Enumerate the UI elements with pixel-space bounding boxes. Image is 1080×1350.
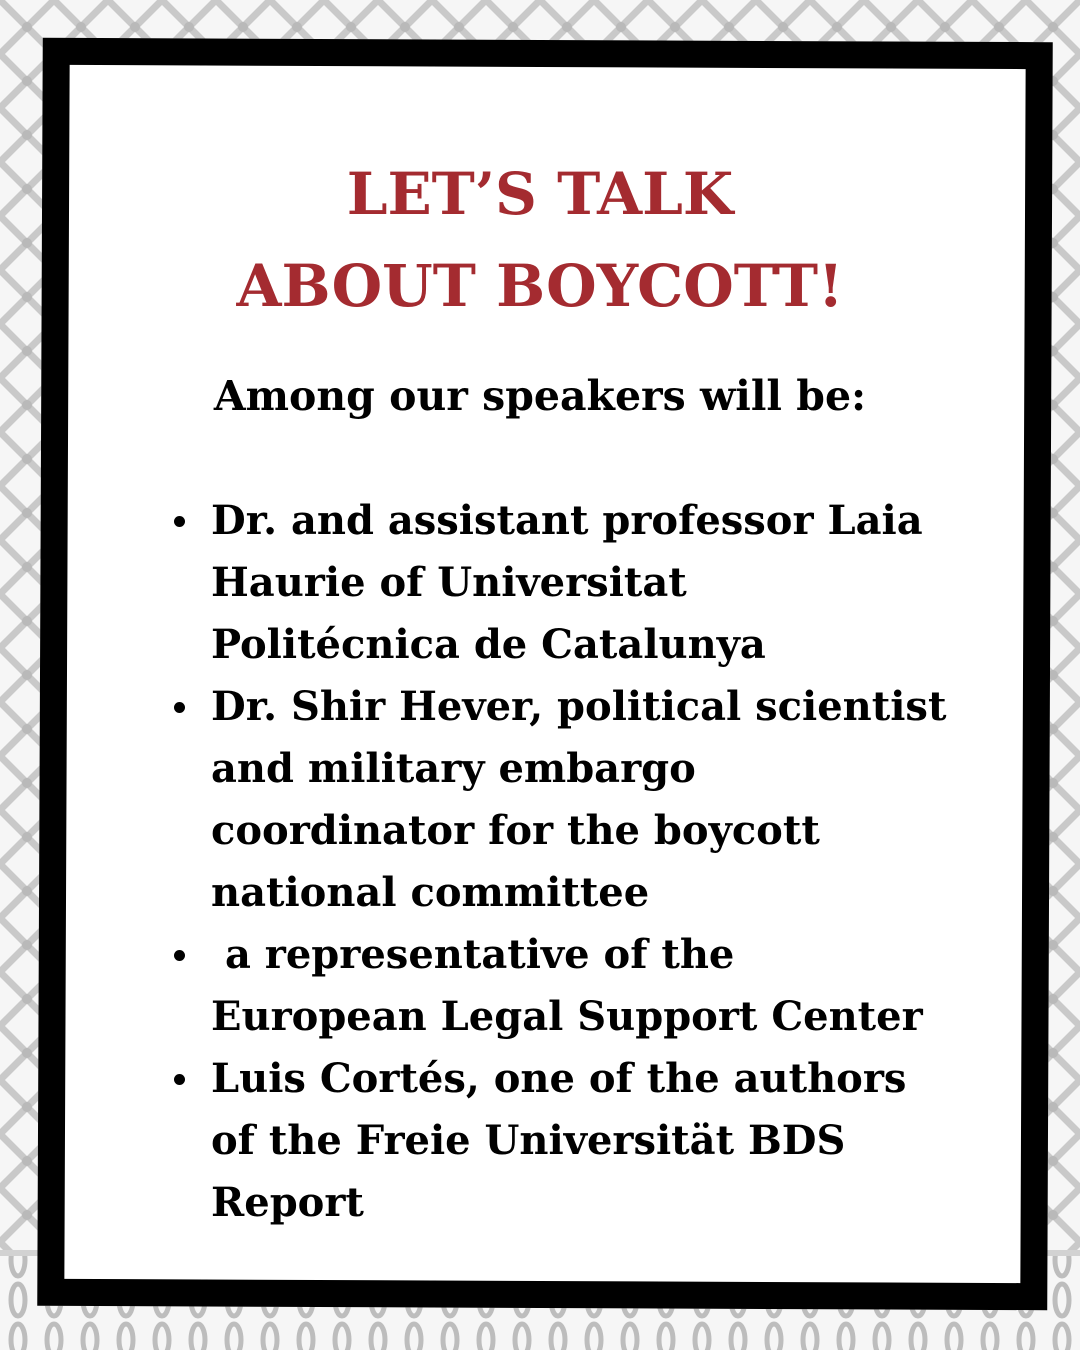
speaker-item-hever: Dr. Shir Hever, political scientist and military embargo coordinator for the boycott national committee	[168, 676, 948, 924]
title-line-1: LET’S TALK	[346, 160, 734, 228]
speaker-item-cortes: Luis Cortés, one of the authors of the Freie Universität BDS Report	[168, 1048, 948, 1234]
speakers-intro: Among our speakers will be:	[213, 372, 867, 420]
title-line-2: ABOUT BOYCOTT!	[236, 252, 844, 320]
speakers-list	[168, 490, 948, 1234]
speaker-item-haurie: Dr. and assistant professor Laia Haurie of Universitat Politécnica de Catalunya	[168, 490, 948, 676]
poster-title	[0, 148, 1080, 332]
speaker-item-elsc-representative: a representative of the European Legal Support Center	[168, 924, 948, 1048]
